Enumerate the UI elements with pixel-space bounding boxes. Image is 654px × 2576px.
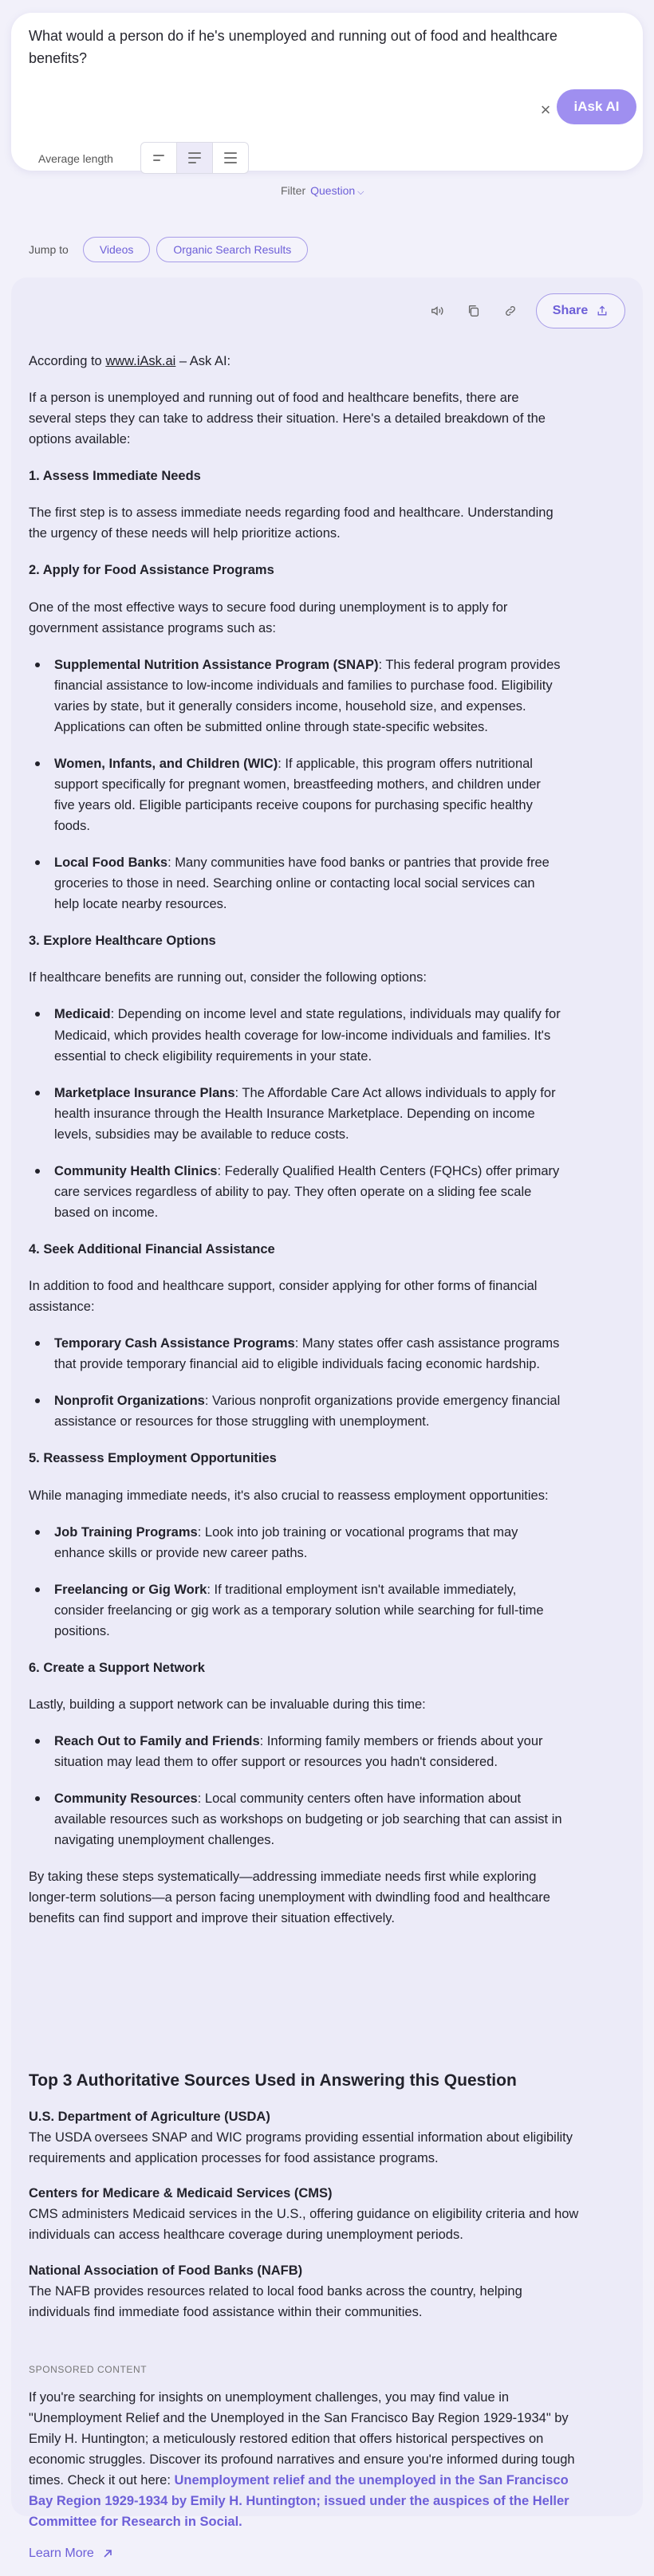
list-item <box>29 1333 563 1375</box>
answer-intro <box>29 351 563 372</box>
section-body: If healthcare benefits are running out, consider the following options: <box>29 970 427 985</box>
item-title: Reach Out to Family and Friends <box>54 1734 260 1748</box>
source-text: CMS administers Medicaid services in the U.S., offering guidance on eligibility criteria and how individuals can access healthcare coverage during unemployment periods. <box>29 2207 579 2243</box>
section-body: The first step is to assess immediate needs regarding food and healthcare. Understanding the urgency of these needs will help prioritize actions. <box>29 505 554 541</box>
item-text: : Look into job training or vocational programs that may enhance skills or provide new career paths. <box>54 1524 518 1560</box>
search-card <box>11 13 643 171</box>
item-title: Supplemental Nutrition Assistance Program (SNAP) <box>54 657 379 672</box>
section-heading: 4. Seek Additional Financial Assistance <box>29 1242 275 1257</box>
intro-suffix: – Ask AI: <box>175 354 231 368</box>
section-list <box>29 1333 563 1432</box>
iask-link[interactable]: www.iAsk.ai <box>105 354 176 368</box>
item-text: : Many states offer cash assistance programs that provide temporary financial aid to eligible individuals facing economic hardship. <box>54 1336 560 1372</box>
answer-body <box>29 351 563 1929</box>
section-body: In addition to food and healthcare support, consider applying for other forms of financial assistance: <box>29 1279 538 1315</box>
list-item <box>29 1004 563 1066</box>
item-text: : Federally Qualified Health Centers (FQHCs) offer primary care services regardless of ability to pay. They often operate on a sliding fee scale based on income. <box>54 1163 560 1220</box>
short-length-option[interactable] <box>141 143 177 173</box>
external-arrow-icon <box>102 2548 113 2559</box>
item-title: Nonprofit Organizations <box>54 1394 205 1409</box>
average-length-option[interactable] <box>177 143 213 173</box>
section-list <box>29 1004 563 1223</box>
sponsored-text-block <box>29 2387 587 2532</box>
section-list <box>29 1522 563 1642</box>
ask-ai-button[interactable]: iAsk AI <box>557 89 636 124</box>
list-item <box>29 753 563 836</box>
share-icon <box>596 305 609 317</box>
answer-overview: If a person is unemployed and running out of food and healthcare benefits, there are several steps they can take to address their situation. Here's a detailed breakdown of the options available: <box>29 391 546 447</box>
answer-card <box>11 277 643 2561</box>
source-text: The NAFB provides resources related to local food banks across the country, helping individuals find immediate food assistance within their communities. <box>29 2283 522 2319</box>
clear-icon[interactable]: × <box>540 99 551 120</box>
answer-toolbar <box>421 293 625 328</box>
learn-more-label: Learn More <box>29 2547 94 2561</box>
item-text: : Local community centers often have information about available resources such as workshops on budgeting or job searching that can assist in navigating unemployment challenges. <box>54 1791 562 1848</box>
section-heading: 3. Explore Healthcare Options <box>29 934 216 949</box>
item-text: : This federal program provides financial assistance to low-income individuals and families to purchase food. Eligibility varies by state, but it generally considers income, household size, and expenses. Applications can often be submitted online through state-specific websites. <box>54 657 561 734</box>
filter-control[interactable] <box>281 182 364 199</box>
source-title: National Association of Food Banks (NAFB) <box>29 2263 303 2278</box>
list-item <box>29 1788 563 1850</box>
share-label: Share <box>552 304 589 318</box>
section-body: While managing immediate needs, it's also crucial to reassess employment opportunities: <box>29 1488 549 1503</box>
section-heading: 6. Create a Support Network <box>29 1660 205 1675</box>
item-text: : Depending on income level and state regulations, individuals may qualify for Medicaid, which provides health coverage for low-income individuals and families. It's essential to check eligibility requirements in your state. <box>54 1007 561 1064</box>
sponsored-section <box>29 2362 587 2564</box>
intro-prefix: According to <box>29 354 106 368</box>
filter-label: Filter <box>281 184 306 197</box>
list-item <box>29 1579 563 1642</box>
share-button[interactable] <box>536 293 625 328</box>
item-text: : Informing family members or friends about your situation may lead them to offer support or resources you hadn't considered. <box>54 1734 543 1770</box>
sponsored-book-link[interactable]: Unemployment relief and the unemployed in the San Francisco Bay Region 1929-1934 by Emily H. Huntington; issued under the auspices of the Heller Committee for Research in Social. <box>29 2473 569 2530</box>
speaker-icon[interactable] <box>421 295 453 327</box>
list-item <box>29 1522 563 1563</box>
item-title: Freelancing or Gig Work <box>54 1582 207 1597</box>
item-title: Temporary Cash Assistance Programs <box>54 1336 295 1351</box>
length-selector <box>140 142 249 174</box>
item-title: Women, Infants, and Children (WIC) <box>54 756 278 771</box>
learn-more-link[interactable] <box>29 2543 587 2563</box>
item-title: Community Resources <box>54 1791 198 1807</box>
list-item <box>29 852 563 914</box>
section-list <box>29 655 563 915</box>
item-text: : If traditional employment isn't available immediately, consider freelancing or gig work as a temporary solution while searching for full-time positions. <box>54 1582 544 1638</box>
source-item <box>29 2260 587 2322</box>
item-title: Local Food Banks <box>54 855 168 871</box>
item-text: : The Affordable Care Act allows individuals to apply for health insurance through the Health Insurance Marketplace. Depending on income levels, subsidies may be available to reduce costs. <box>54 1085 556 1142</box>
link-icon[interactable] <box>494 295 526 327</box>
section-list <box>29 1731 563 1850</box>
jump-link-organic-results[interactable]: Organic Search Results <box>156 237 308 262</box>
item-text: : Various nonprofit organizations provide emergency financial assistance or resources for those struggling with unemployment. <box>54 1394 561 1430</box>
item-title: Community Health Clinics <box>54 1163 218 1178</box>
section-heading: 2. Apply for Food Assistance Programs <box>29 563 274 578</box>
section-body: One of the most effective ways to secure food during unemployment is to apply for government assistance programs such as: <box>29 600 508 635</box>
jump-link-videos[interactable]: Videos <box>83 237 151 262</box>
item-text: : Many communities have food banks or pantries that provide free groceries to those in need. Searching online or contacting local social services can help locate nearby resources. <box>54 855 550 912</box>
item-title: Marketplace Insurance Plans <box>54 1085 235 1100</box>
source-title: Centers for Medicare & Medicaid Services (CMS) <box>29 2186 333 2201</box>
section-heading: 5. Reassess Employment Opportunities <box>29 1451 277 1466</box>
item-title: Medicaid <box>54 1007 111 1022</box>
sources-section <box>29 2067 587 2337</box>
source-title: U.S. Department of Agriculture (USDA) <box>29 2110 270 2125</box>
sponsored-label: SPONSORED CONTENT <box>29 2364 148 2375</box>
list-item <box>29 1390 563 1432</box>
source-text: The USDA oversees SNAP and WIC programs providing essential information about eligibility requirements and application processes for food assistance programs. <box>29 2130 573 2166</box>
answer-conclusion: By taking these steps systematically—addressing immediate needs first while exploring longer-term solutions—a person facing unemployment with dwindling food and healthcare benefits can find support and improve their situation effectively. <box>29 1870 550 1926</box>
list-item <box>29 1083 563 1145</box>
jump-to-bar <box>29 236 314 263</box>
source-item <box>29 2106 587 2169</box>
list-item <box>29 1161 563 1223</box>
source-item <box>29 2183 587 2245</box>
jump-label: Jump to <box>29 242 69 256</box>
list-item <box>29 1731 563 1772</box>
search-input[interactable]: What would a person do if he's unemployed and running out of food and healthcare benefits? <box>29 28 557 66</box>
length-label: Average length <box>38 152 113 165</box>
chevron-down-icon: ⌵ <box>357 187 364 197</box>
copy-icon[interactable] <box>458 295 490 327</box>
filter-value[interactable]: Question <box>310 184 356 197</box>
section-body: Lastly, building a support network can be invaluable during this time: <box>29 1697 426 1712</box>
section-heading: 1. Assess Immediate Needs <box>29 469 201 484</box>
item-title: Job Training Programs <box>54 1524 198 1540</box>
sources-heading: Top 3 Authoritative Sources Used in Answering this Question <box>29 2071 517 2090</box>
list-item <box>29 655 563 737</box>
sponsored-text: If you're searching for insights on unemployment challenges, you may find value in "Unemployment Relief and the Unemployed in the San Francisco Bay Region 1929-1934" by Emily H. Huntington; a meticulously restored edition that offers historical perspectives on economic struggles. Discover its profound narratives and ensure you're informed during tough times. Check it out here: <box>29 2389 575 2488</box>
long-length-option[interactable] <box>213 143 248 173</box>
item-text: : If applicable, this program offers nutritional support specifically for pregnant women, breastfeeding mothers, and children under five years old. Eligible participants receive coupons for purchasing specific healthy foods. <box>54 756 541 834</box>
